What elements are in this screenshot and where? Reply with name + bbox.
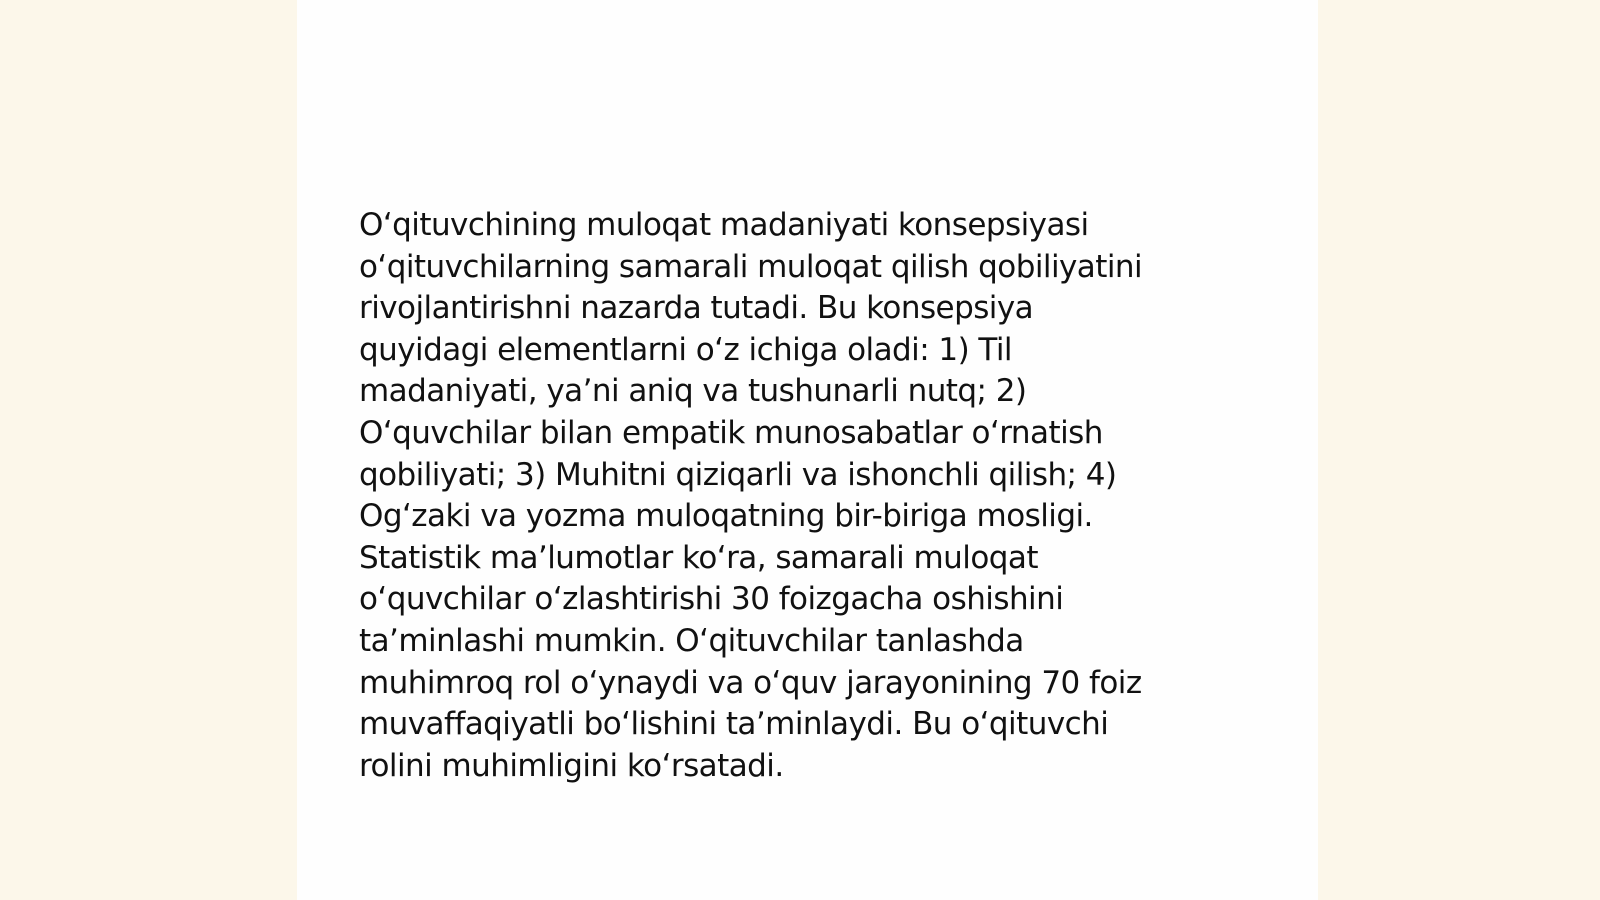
body-line-1: Oʻqituvchining muloqat madaniyati konsepsiyasi	[359, 207, 1089, 243]
body-line-3: rivojlantirishni nazarda tutadi. Bu konsepsiya	[359, 290, 1034, 327]
body-line-6: Oʻquvchilar bilan empatik munosabatlar oʻrnatish	[359, 414, 1103, 451]
body-line-11: taʼminlashi mumkin. Oʻqituvchilar tanlashda	[359, 622, 1024, 659]
body-line-10: oʻquvchilar oʻzlashtirishi 30 foizgacha oshishini	[359, 581, 1064, 618]
body-line-9: Statistik maʼlumotlar koʻra, samarali muloqat	[359, 539, 1038, 576]
body-line-2: oʻqituvchilarning samarali muloqat qilish qobiliyatini	[359, 248, 1143, 285]
body-line-8: Ogʻzaki va yozma muloqatning bir-biriga mosligi.	[359, 498, 1093, 535]
body-line-4: quyidagi elementlarni oʻz ichiga oladi: 1) Til	[359, 331, 1012, 368]
slide-canvas	[297, 0, 1318, 900]
right-margin-panel	[1318, 0, 1600, 900]
slide-body-text	[359, 205, 1239, 787]
body-line-14: rolini muhimligini koʻrsatadi.	[359, 747, 784, 784]
body-line-7: qobiliyati; 3) Muhitni qiziqarli va ishonchli qilish; 4)	[359, 456, 1117, 493]
body-line-12: muhimroq rol oʻynaydi va oʻquv jarayonining 70 foiz	[359, 664, 1142, 701]
left-margin-panel	[0, 0, 297, 900]
body-line-5: madaniyati, yaʼni aniq va tushunarli nutq; 2)	[359, 373, 1027, 410]
body-line-13: muvaffaqiyatli boʻlishini taʼminlaydi. Bu oʻqituvchi	[359, 706, 1109, 743]
